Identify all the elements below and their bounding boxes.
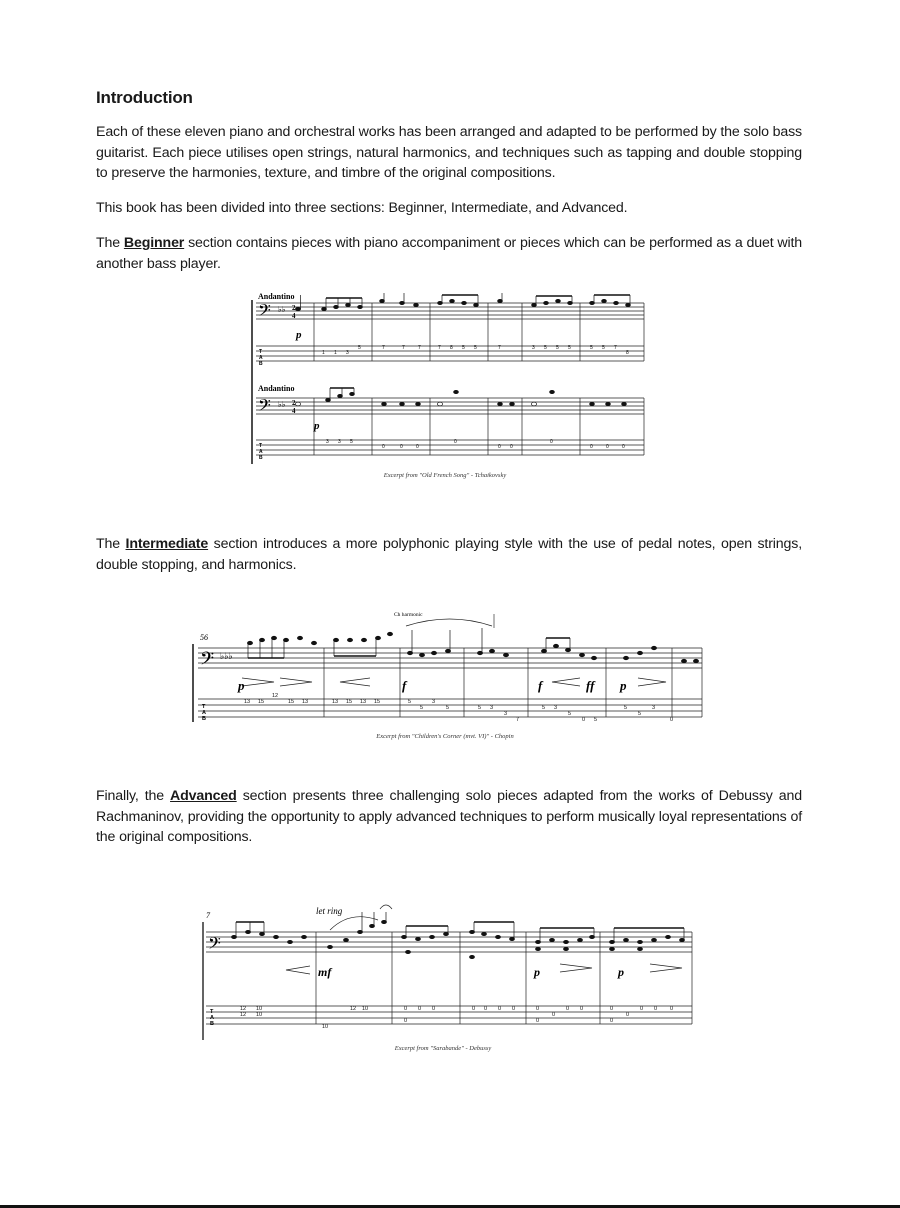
svg-text:0: 0 [536, 1006, 540, 1012]
svg-text:3: 3 [490, 705, 494, 711]
measure-number: 7 [206, 911, 210, 920]
intermediate-lead: The [96, 536, 126, 552]
svg-text:5: 5 [358, 345, 361, 351]
tab-clef: B [259, 361, 263, 367]
tab-clef: B [202, 716, 206, 722]
svg-text:5: 5 [568, 345, 571, 351]
svg-text:0: 0 [536, 1018, 540, 1024]
svg-text:3: 3 [432, 699, 436, 705]
svg-text:0: 0 [382, 444, 385, 450]
tab-clef: A [202, 710, 206, 716]
svg-text:0: 0 [622, 444, 625, 450]
dynamic-marking: ff [586, 678, 595, 693]
bass-clef-icon: 𝄢 [258, 300, 271, 324]
page-title: Introduction [96, 88, 193, 107]
svg-text:8: 8 [626, 350, 629, 356]
svg-text:1: 1 [322, 350, 325, 356]
svg-text:0: 0 [580, 1006, 584, 1012]
svg-text:0: 0 [640, 1006, 644, 1012]
dynamic-marking: p [314, 420, 320, 432]
bass-clef-icon: 𝄢 [258, 395, 271, 419]
svg-text:12: 12 [350, 1006, 357, 1012]
svg-text:0: 0 [400, 444, 403, 450]
dynamic-marking: p [618, 965, 624, 979]
svg-text:5: 5 [590, 345, 593, 351]
svg-text:3: 3 [338, 439, 341, 445]
svg-text:10: 10 [256, 1006, 263, 1012]
dynamic-marking: f [538, 678, 543, 693]
harmonic-annotation: Ch harmonic [394, 612, 423, 618]
notes-staff-2 [295, 388, 626, 406]
svg-text:3: 3 [504, 711, 508, 717]
tab-clef: T [210, 1009, 214, 1015]
svg-text:10: 10 [362, 1006, 369, 1012]
svg-text:5: 5 [462, 345, 465, 351]
dynamic-marking: p [296, 329, 302, 341]
svg-text:0: 0 [432, 1006, 436, 1012]
advanced-term: Advanced [170, 788, 237, 804]
key-signature-icon: ♭♭♭ [220, 652, 233, 662]
svg-text:5: 5 [568, 711, 572, 717]
tempo-marking: Andantino [258, 292, 295, 301]
svg-text:5: 5 [408, 699, 412, 705]
svg-text:5: 5 [624, 705, 628, 711]
svg-text:0: 0 [484, 1006, 488, 1012]
svg-text:0: 0 [498, 444, 501, 450]
beginner-lead: The [96, 235, 124, 251]
svg-text:0: 0 [610, 1018, 614, 1024]
svg-text:5: 5 [474, 345, 477, 351]
svg-text:12: 12 [240, 1006, 247, 1012]
intro-paragraph: Each of these eleven piano and orchestral works has been arranged and adapted to be performed by the solo bass guitarist. Each piece utilises open strings, natural harmonics, and techniques such as tapping and double stopping to preserve the harmonies, texture, and timbre of the original compositions. [96, 124, 802, 181]
svg-text:10: 10 [322, 1024, 329, 1030]
tab-clef: B [210, 1021, 214, 1027]
svg-text:0: 0 [404, 1006, 408, 1012]
svg-text:3: 3 [554, 705, 558, 711]
tab-clef: T [202, 704, 206, 710]
svg-text:0: 0 [416, 444, 419, 450]
svg-text:0: 0 [670, 1006, 674, 1012]
tab-clef: T [259, 443, 263, 449]
svg-text:15: 15 [346, 699, 353, 705]
beginner-text: section contains pieces with piano accompaniment or pieces which can be performed as a duet with another bass player. [96, 235, 802, 272]
svg-text:7: 7 [438, 345, 441, 351]
measure-number: 56 [200, 633, 208, 642]
dynamic-marking: p [534, 965, 540, 979]
key-signature-icon: ♭♭ [278, 400, 286, 409]
svg-text:3: 3 [652, 705, 656, 711]
svg-text:3: 3 [532, 345, 535, 351]
svg-text:7: 7 [614, 345, 617, 351]
svg-text:0: 0 [654, 1006, 658, 1012]
tab-clef: A [259, 449, 263, 455]
tab-numbers [244, 693, 673, 723]
svg-text:5: 5 [544, 345, 547, 351]
svg-text:0: 0 [566, 1006, 570, 1012]
svg-text:13: 13 [244, 699, 251, 705]
time-signature: 4 [292, 407, 296, 415]
time-signature: 2 [292, 399, 296, 407]
svg-text:13: 13 [332, 699, 339, 705]
svg-text:7: 7 [498, 345, 501, 351]
svg-text:1: 1 [334, 350, 337, 356]
svg-text:13: 13 [302, 699, 309, 705]
advanced-text: section presents three challenging solo pieces adapted from the works of Debussy and Rachmaninov, providing the opportunity to apply advanced techniques to perform musically loyal representations of the original compositions. [96, 788, 803, 845]
let-ring-marking: let ring [316, 906, 343, 916]
svg-text:0: 0 [626, 1012, 630, 1018]
svg-text:3: 3 [326, 439, 329, 445]
svg-text:0: 0 [590, 444, 593, 450]
tab-clef: B [259, 455, 263, 461]
svg-text:0: 0 [472, 1006, 476, 1012]
svg-text:7: 7 [516, 717, 520, 723]
beginner-score-excerpt [250, 288, 650, 470]
svg-text:5: 5 [594, 717, 598, 723]
tab-clef: A [259, 355, 263, 361]
svg-text:5: 5 [542, 705, 546, 711]
dynamic-marking: mf [318, 965, 332, 979]
advanced-lead: Finally, the [96, 788, 171, 804]
advanced-score-excerpt [200, 900, 700, 1040]
sections-paragraph: This book has been divided into three sections: Beginner, Intermediate, and Advanced. [96, 200, 628, 216]
dynamic-marking: f [402, 678, 407, 693]
key-signature-icon: ♭♭ [278, 305, 286, 314]
tempo-marking: Andantino [258, 384, 295, 393]
svg-text:0: 0 [550, 439, 553, 445]
svg-text:7: 7 [382, 345, 385, 351]
svg-text:5: 5 [350, 439, 353, 445]
tab-clef: A [210, 1015, 214, 1021]
svg-text:7: 7 [402, 345, 405, 351]
svg-text:0: 0 [454, 439, 457, 445]
dynamic-marking: p [238, 678, 245, 693]
svg-text:5: 5 [602, 345, 605, 351]
tab-clef: T [259, 349, 263, 355]
svg-text:12: 12 [272, 693, 279, 699]
svg-text:5: 5 [420, 705, 424, 711]
svg-text:5: 5 [478, 705, 482, 711]
advanced-excerpt-caption: Excerpt from "Sarabande" - Debussy [394, 1045, 492, 1052]
svg-text:0: 0 [498, 1006, 502, 1012]
intermediate-term: Intermediate [125, 536, 209, 552]
intermediate-excerpt-caption: Excerpt from "Children's Corner (mvt. VI)" - Chopin [376, 733, 514, 740]
beginner-paragraph [96, 233, 802, 274]
svg-text:0: 0 [606, 444, 609, 450]
svg-text:0: 0 [404, 1018, 408, 1024]
svg-text:15: 15 [258, 699, 265, 705]
svg-text:12: 12 [240, 1012, 247, 1018]
svg-text:0: 0 [670, 717, 674, 723]
dynamic-marking: p [620, 678, 627, 693]
svg-text:13: 13 [360, 699, 367, 705]
bass-clef-icon: 𝄢 [208, 933, 221, 957]
svg-text:0: 0 [610, 1006, 614, 1012]
svg-text:0: 0 [582, 717, 586, 723]
svg-text:15: 15 [374, 699, 381, 705]
bass-clef-icon: 𝄢 [200, 649, 215, 674]
beginner-term: Beginner [123, 235, 185, 251]
svg-text:0: 0 [512, 1006, 516, 1012]
svg-text:0: 0 [510, 444, 513, 450]
beginner-excerpt-caption: Excerpt from "Old French Song" - Tchaikovsky [383, 472, 507, 479]
svg-text:5: 5 [638, 711, 642, 717]
svg-text:10: 10 [256, 1012, 263, 1018]
advanced-paragraph [96, 786, 802, 848]
svg-text:15: 15 [288, 699, 295, 705]
intermediate-score-excerpt [190, 604, 710, 728]
svg-text:5: 5 [556, 345, 559, 351]
time-signature: 4 [292, 312, 296, 320]
svg-text:7: 7 [418, 345, 421, 351]
svg-text:3: 3 [346, 350, 349, 356]
svg-text:0: 0 [418, 1006, 422, 1012]
intermediate-text: section introduces a more polyphonic playing style with the use of pedal notes, open strings, double stopping, and harmonics. [96, 536, 802, 573]
svg-text:5: 5 [446, 705, 450, 711]
svg-text:0: 0 [552, 1012, 556, 1018]
time-signature: 2 [292, 304, 296, 312]
intermediate-paragraph [96, 534, 802, 575]
svg-text:8: 8 [450, 345, 453, 351]
